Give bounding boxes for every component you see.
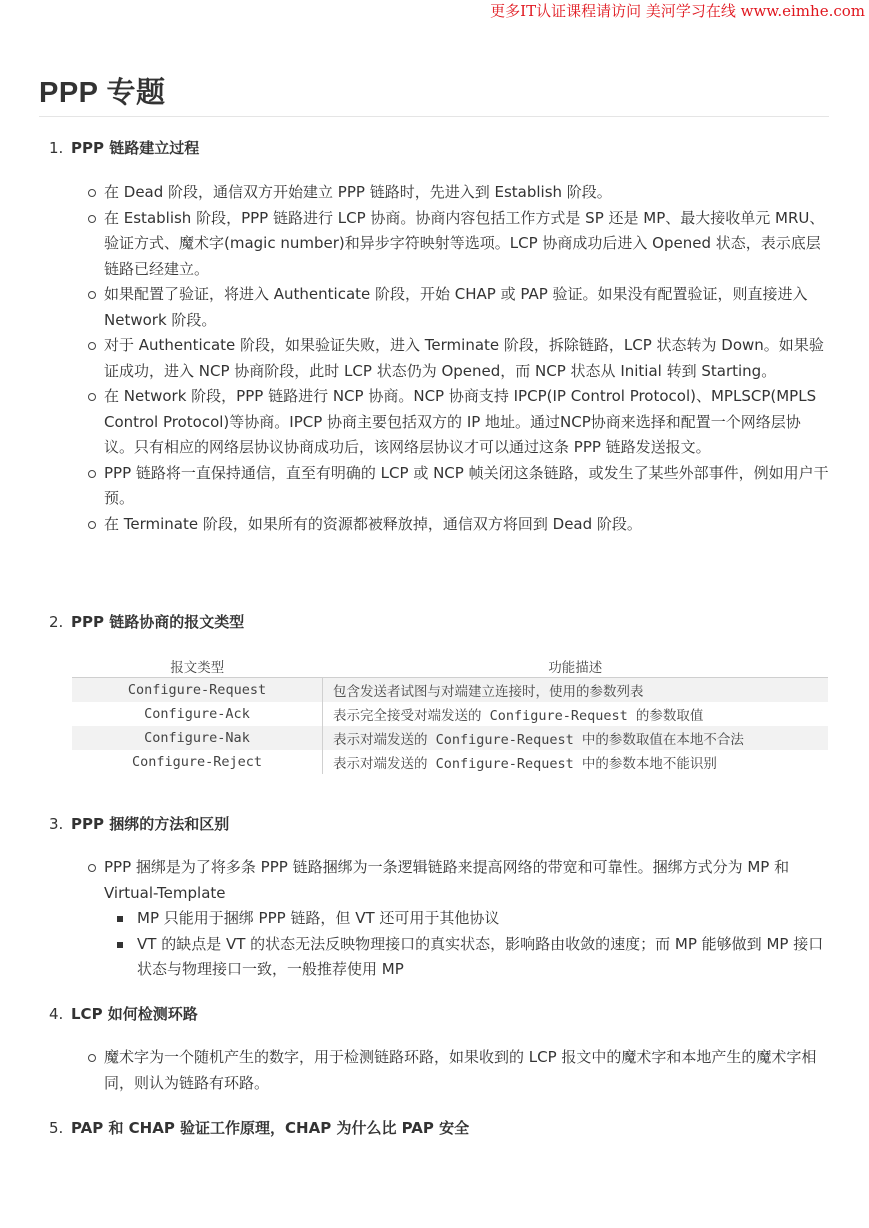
list-item: 在 Establish 阶段，PPP 链路进行 LCP 协商。协商内容包括工作方式是 SP 还是 MP、最大接收单元 MRU、验证方式、魔术字(magic number)和异步字符映射等选项。LCP 协商成功后进入 Opened 状态，表示底层链路已经建立。 [86,206,830,283]
section-2-heading [49,612,244,632]
list-item-text: PPP 捆绑是为了将多条 PPP 链路捆绑为一条逻辑链路来提高网络的带宽和可靠性。捆绑方式分为 MP 和 Virtual-Template [104,858,790,902]
list-item: 在 Terminate 阶段，如果所有的资源都被释放掉，通信双方将回到 Dead 阶段。 [86,512,830,538]
table-header-row [72,655,828,678]
table-row [72,726,828,750]
section-4-heading [49,1004,198,1024]
section-1-list [86,180,830,537]
list-item: PPP 链路将一直保持通信，直至有明确的 LCP 或 NCP 帧关闭这条链路，或发生了某些外部事件，例如用户干预。 [86,461,830,512]
section-1-heading [49,138,199,158]
section-title: LCP 如何检测环路 [71,1005,198,1023]
sub-list-item: MP 只能用于捆绑 PPP 链路，但 VT 还可用于其他协议 [104,906,830,932]
message-type-cell: Configure-Nak [72,726,323,750]
column-header-type: 报文类型 [170,660,225,676]
message-type-cell: Configure-Reject [72,750,323,774]
section-number: 5. [49,1119,64,1137]
column-header-description: 功能描述 [548,660,603,676]
list-item [86,855,830,983]
description-cell: 表示对端发送的 Configure-Request 中的参数取值在本地不合法 [323,726,829,750]
section-3-list [86,855,830,983]
page-title: PPP 专题 [39,77,166,109]
description-cell: 包含发送者试图与对端建立连接时，使用的参数列表 [323,678,829,703]
site-banner[interactable]: 更多IT认证课程请访问 美河学习在线 www.eimhe.com [490,2,865,20]
list-item: 如果配置了验证，将进入 Authenticate 阶段，开始 CHAP 或 PAP 验证。如果没有配置验证，则直接进入 Network 阶段。 [86,282,830,333]
table-row [72,678,828,703]
section-3-heading [49,814,229,834]
description-cell: 表示完全接受对端发送的 Configure-Request 的参数取值 [333,708,704,724]
message-type-cell: Configure-Request [72,678,323,703]
message-type-table [72,655,828,774]
sub-list [104,906,830,983]
message-type-cell: Configure-Ack [72,702,323,726]
list-item: 对于 Authenticate 阶段，如果验证失败，进入 Terminate 阶段，拆除链路，LCP 状态转为 Down。如果验证成功，进入 NCP 协商阶段，此时 LCP 状态仍为 Opened，而 NCP 状态从 Initial 转到 Starting。 [86,333,830,384]
list-item: 魔术字为一个随机产生的数字，用于检测链路环路，如果收到的 LCP 报文中的魔术字和本地产生的魔术字相同，则认为链路有环路。 [86,1045,830,1096]
section-number: 3. [49,815,64,833]
section-title: PPP 捆绑的方法和区别 [71,815,230,833]
title-divider [39,116,829,117]
sub-list-item: VT 的缺点是 VT 的状态无法反映物理接口的真实状态，影响路由收敛的速度；而 MP 能够做到 MP 接口状态与物理接口一致，一般推荐使用 MP [104,932,830,983]
section-5-heading [49,1118,469,1138]
section-number: 2. [49,613,64,631]
section-title: PPP 链路协商的报文类型 [71,613,245,631]
list-item: 在 Network 阶段，PPP 链路进行 NCP 协商。NCP 协商支持 IPCP(IP Control Protocol)、MPLSCP(MPLS Control Protocol)等协商。IPCP 协商主要包括双方的 IP 地址。通过NCP协商来选择和配置一个网络层协议。只有相应的网络层协议协商成功后，该网络层协议才可以通过这条 PPP 链路发送报文。 [86,384,830,461]
section-number: 1. [49,139,64,157]
list-item: 在 Dead 阶段，通信双方开始建立 PPP 链路时，先进入到 Establish 阶段。 [86,180,830,206]
section-4-list [86,1045,830,1096]
table-row [72,750,828,774]
section-title: PPP 链路建立过程 [71,139,200,157]
description-cell: 表示对端发送的 Configure-Request 中的参数本地不能识别 [333,756,717,772]
table-row [72,702,828,726]
section-title: PAP 和 CHAP 验证工作原理，CHAP 为什么比 PAP 安全 [71,1119,470,1137]
section-number: 4. [49,1005,64,1023]
